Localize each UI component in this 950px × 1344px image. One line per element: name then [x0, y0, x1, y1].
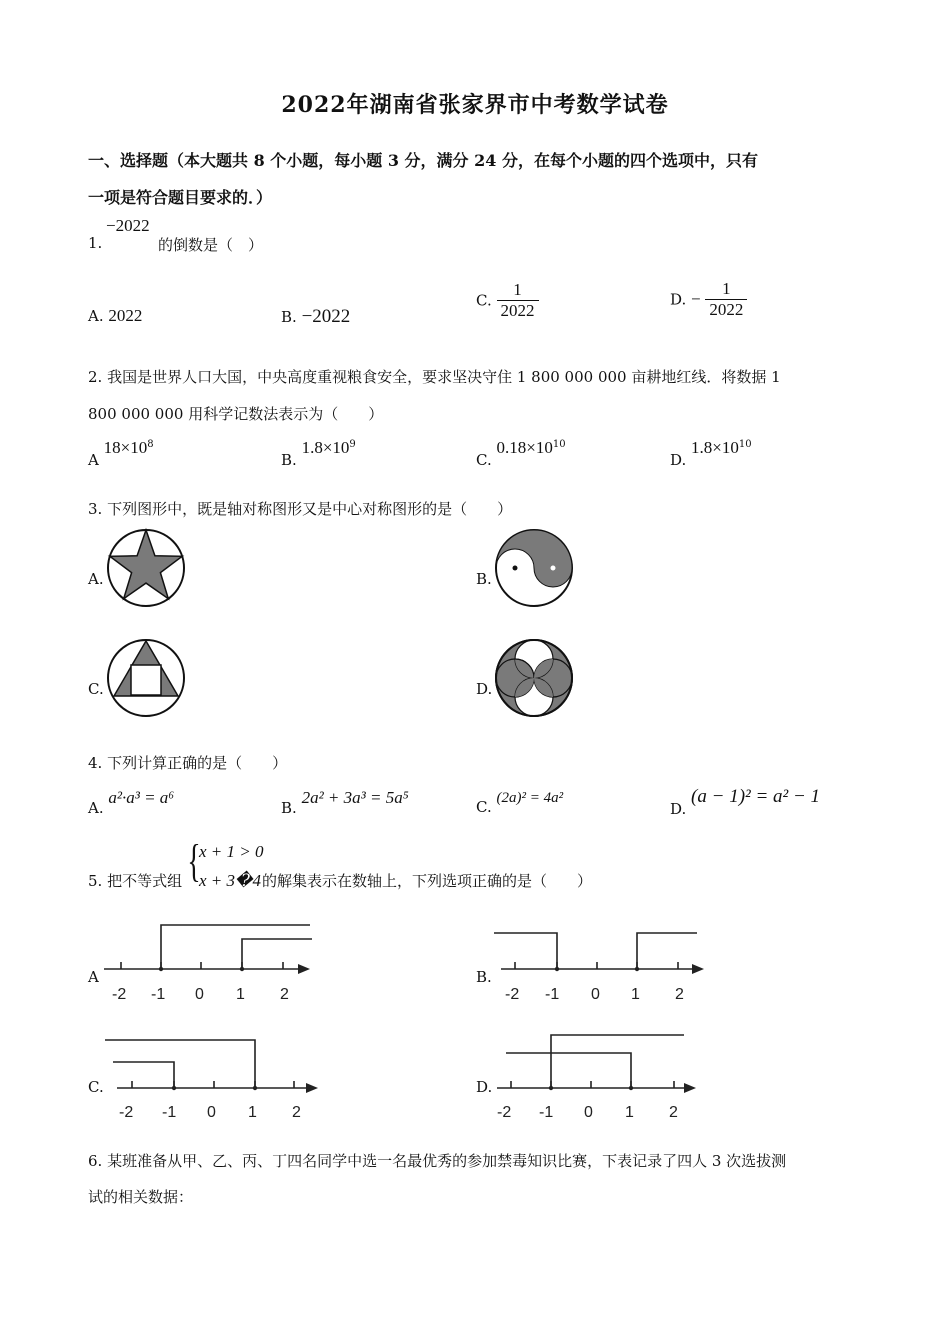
q6-text-line1: 6. 某班准备从甲、乙、丙、丁四名同学中选一名最优秀的参加禁毒知识比赛，下表记录了四人 3 次选拔测 [88, 1152, 787, 1170]
option-label: B. [281, 451, 297, 469]
tick-label: -2 [119, 1104, 134, 1121]
q5-suffix: 的解集表示在数轴上，下列选项正确的是（ ） [262, 872, 593, 890]
q3-label-b: B. [476, 570, 492, 588]
option-label: C. [476, 291, 492, 310]
tick-label: -1 [545, 986, 560, 1003]
tick-label: -1 [539, 1104, 554, 1121]
tick-label: 2 [675, 986, 684, 1003]
tick-label: 2 [669, 1104, 678, 1121]
tick-label: 1 [248, 1104, 257, 1121]
q5-inequality-2: x + 3�4 [199, 871, 261, 890]
option-label: D. [670, 800, 687, 818]
option-label: D. [670, 290, 687, 309]
tick-label: 0 [591, 986, 600, 1003]
q1-text: 的倒数是（ ） [158, 236, 264, 254]
denominator: 2022 [497, 300, 539, 321]
q3-label-c: C. [88, 680, 104, 698]
tick-label: 1 [236, 986, 245, 1003]
tick-label: 0 [195, 986, 204, 1003]
option-label: A. [88, 307, 104, 325]
tick-label: 0 [584, 1104, 593, 1121]
tick-label: 1 [631, 986, 640, 1003]
q5-label-a: A [88, 968, 99, 986]
q3-label-d: D. [476, 680, 493, 698]
tick-label: 2 [292, 1104, 301, 1121]
q3-label-a: A. [88, 570, 104, 588]
q4-text: 4. 下列计算正确的是（ ） [88, 754, 288, 772]
q1-expression: −2022 [106, 216, 150, 235]
option-label: A. [88, 799, 104, 817]
option-label: B. [281, 799, 297, 817]
denominator: 2022 [705, 299, 747, 320]
tick-label: 1 [625, 1104, 634, 1121]
tick-label: 0 [207, 1104, 216, 1121]
option-value: −2022 [301, 306, 351, 327]
q5-label-c: C. [88, 1078, 104, 1096]
tick-label: -2 [497, 1104, 512, 1121]
option-expression: a²·a³ = a⁶ [108, 788, 175, 807]
option-base: 1.8×10 [691, 438, 739, 457]
q5-prefix: 5. 把不等式组 [88, 872, 183, 890]
section-heading-line2: 一项是符合题目要求的．） [88, 188, 273, 207]
system-brace: { [187, 835, 201, 886]
option-exponent: 8 [147, 439, 154, 450]
q5-label-d: D. [476, 1078, 493, 1096]
tick-label: -1 [151, 986, 166, 1003]
option-label: C. [476, 451, 492, 469]
option-expression: (2a)² = 4a² [496, 790, 564, 806]
numerator: 1 [513, 280, 522, 299]
q5-label-b: B. [476, 968, 492, 986]
option-expression: 2a² + 3a³ = 5a⁵ [301, 788, 409, 807]
option-exponent: 10 [552, 439, 566, 450]
option-label: A [88, 451, 99, 469]
page-title: 2022年湖南省张家界市中考数学试卷 [281, 92, 669, 118]
option-exponent: 9 [349, 439, 356, 450]
tick-label: -2 [112, 986, 127, 1003]
option-value: 2022 [108, 306, 143, 325]
q3-text: 3. 下列图形中，既是轴对称图形又是中心对称图形的是（ ） [88, 500, 513, 518]
option-expression: (a − 1)² = a² − 1 [691, 786, 821, 807]
tick-label: -2 [505, 986, 520, 1003]
minus-sign: − [691, 289, 701, 309]
q2-text-line2: 800 000 000 用科学记数法表示为（ ） [88, 405, 384, 423]
numerator: 1 [722, 279, 731, 298]
option-base: 1.8×10 [301, 438, 350, 457]
q2-text-line1: 2. 我国是世界人口大国，中央高度重视粮食安全，要求坚决守住 1 800 000 000 亩耕地红线．将数据 1 [88, 368, 781, 386]
q6-text-line2: 试的相关数据： [88, 1188, 194, 1206]
q1-number: 1. [88, 234, 103, 252]
option-base: 0.18×10 [496, 438, 553, 457]
option-label: B. [281, 308, 297, 326]
tick-label: -1 [162, 1104, 177, 1121]
option-label: D. [670, 451, 687, 469]
option-base: 18×10 [103, 438, 148, 457]
section-heading-line1: 一、选择题（本大题共 8 个小题，每小题 3 分，满分 24 分，在每个小题的四个选项中，只有 [88, 151, 758, 170]
option-label: C. [476, 798, 492, 816]
q5-inequality-1: x + 1 > 0 [199, 842, 264, 861]
option-exponent: 10 [738, 439, 752, 450]
tick-label: 2 [280, 986, 289, 1003]
